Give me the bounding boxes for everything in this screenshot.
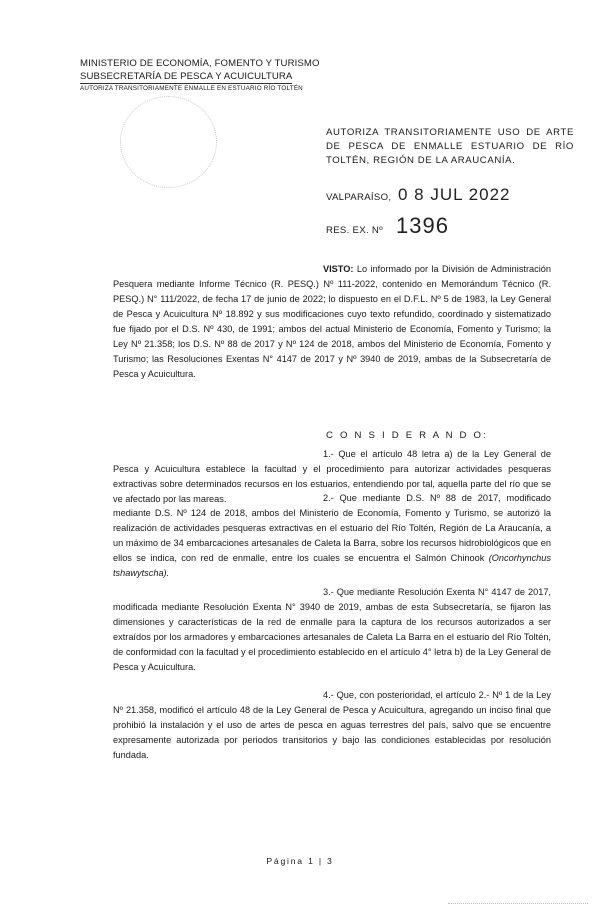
considerando-3-text: 3.- Que mediante Resolución Exenta N° 4147 de 2017, modificada mediante Resolución Exenta N° 3940 de 2019, ambas de esta Subsecretaría, se fijaron las dimensiones y características de la red de enmalle para la captura de los recursos autorizados a ser extraídos por los armadores y embarcaciones artesanales de Caleta La Barra en el estuario del Río Toltén, de conformidad con la facultad y el procedimiento establecido en el artículo 4° letra b) de la Ley General de Pesca y Acuicultura. xyxy=(113,587,551,672)
document-reference: AUTORIZA TRANSITORIAMENTE ENMALLE EN ESTUARIO RÍO TOLTÉN xyxy=(80,85,303,92)
considerando-heading: C O N S I D E R A N D O: xyxy=(326,430,489,441)
species-name: (Oncorhynchus tshawytscha). xyxy=(113,553,551,578)
visto-paragraph xyxy=(113,262,551,382)
faint-seal-stamp xyxy=(120,96,217,188)
document-subject: AUTORIZA TRANSITORIAMENTE USO DE ARTE DE PESCA DE ENMALLE ESTUARIO DE RÍO TOLTÉN, REGIÓN DE LA ARAUCANÍA. xyxy=(326,127,574,166)
place-label: VALPARAÍSO, xyxy=(326,192,392,203)
stamped-date: 0 8 JUL 2022 xyxy=(398,185,511,204)
resolution-number: 1396 xyxy=(396,213,449,238)
considerando-1-text: 1.- Que el artículo 48 letra a) de la Ley General de Pesca y Acuicultura establece la facultad y el procedimiento para autorizar actividades pesqueras extractivas sobre determinados recursos en los estuarios, entendiendo por tal, aquella parte del río que se ve afectado por las mareas. xyxy=(113,449,551,504)
considerando-4 xyxy=(113,688,551,763)
considerando-4-text: 4.- Que, con posterioridad, el artículo 2.- Nº 1 de la Ley Nº 21.358, modificó el artículo 48 de la Ley General de Pesca y Acuicultura, agregando un inciso final que prohibió la instalación y el uso de artes de pesca en aguas terrestres del país, salvo que se encuentre expresamente autorizada por periodos transitorios y bajo las condiciones establecidas por resolución fundada. xyxy=(113,690,551,760)
resolution-label: RES. EX. Nº xyxy=(326,225,383,236)
page-number: Página 1 | 3 xyxy=(266,856,334,866)
considerando-2 xyxy=(113,491,551,581)
considerando-3 xyxy=(113,585,551,675)
visto-text: Lo informado por la División de Administración Pesquera mediante Informe Técnico (R. PESQ.) Nº 111-2022, contenido en Memorándum Técnico (R. PESQ.) N° 111/2022, de fecha 17 de junio de 2022; lo dispuesto en el D.F.L. Nº 5 de 1983, la Ley General de Pesca y Acuicultura Nº 18.892 y sus modificaciones cuyo texto refundido, coordinado y sistematizado fue fijado por el D.S. Nº 430, de 1991; ambos del actual Ministerio de Economía, Fomento y Turismo; la Ley Nº 21.358; los D.S. Nº 88 de 2017 y Nº 124 de 2018, ambos del Ministerio de Economía, Fomento y Turismo; las Resoluciones Exentas N° 4147 de 2017 y Nº 3940 de 2019, ambas de la Subsecretaría de Pesca y Acuicultura. xyxy=(113,264,551,379)
visto-label: VISTO: xyxy=(323,264,354,274)
ministry-name: MINISTERIO DE ECONOMÍA, FOMENTO Y TURISMO xyxy=(80,58,320,69)
considerando-2-text: 2.- Que mediante D.S. Nº 88 de 2017, modificado mediante D.S. Nº 124 de 2018, ambos del Ministerio de Economía, Fomento y Turismo, se autorizó la realización de actividades pesqueras extractivas en el estuario del Río Toltén, Región de La Araucanía, a un máximo de 34 embarcaciones artesanales de Caleta la Barra, sobre los recursos hidrobiológicos que en ellos se indica, con red de enmalle, entre los cuales se encuentra el Salmón Chinook xyxy=(113,493,551,563)
subsecretaria-name: SUBSECRETARÍA DE PESCA Y ACUICULTURA xyxy=(80,71,293,82)
corner-mark xyxy=(448,903,588,912)
letterhead xyxy=(80,57,320,93)
